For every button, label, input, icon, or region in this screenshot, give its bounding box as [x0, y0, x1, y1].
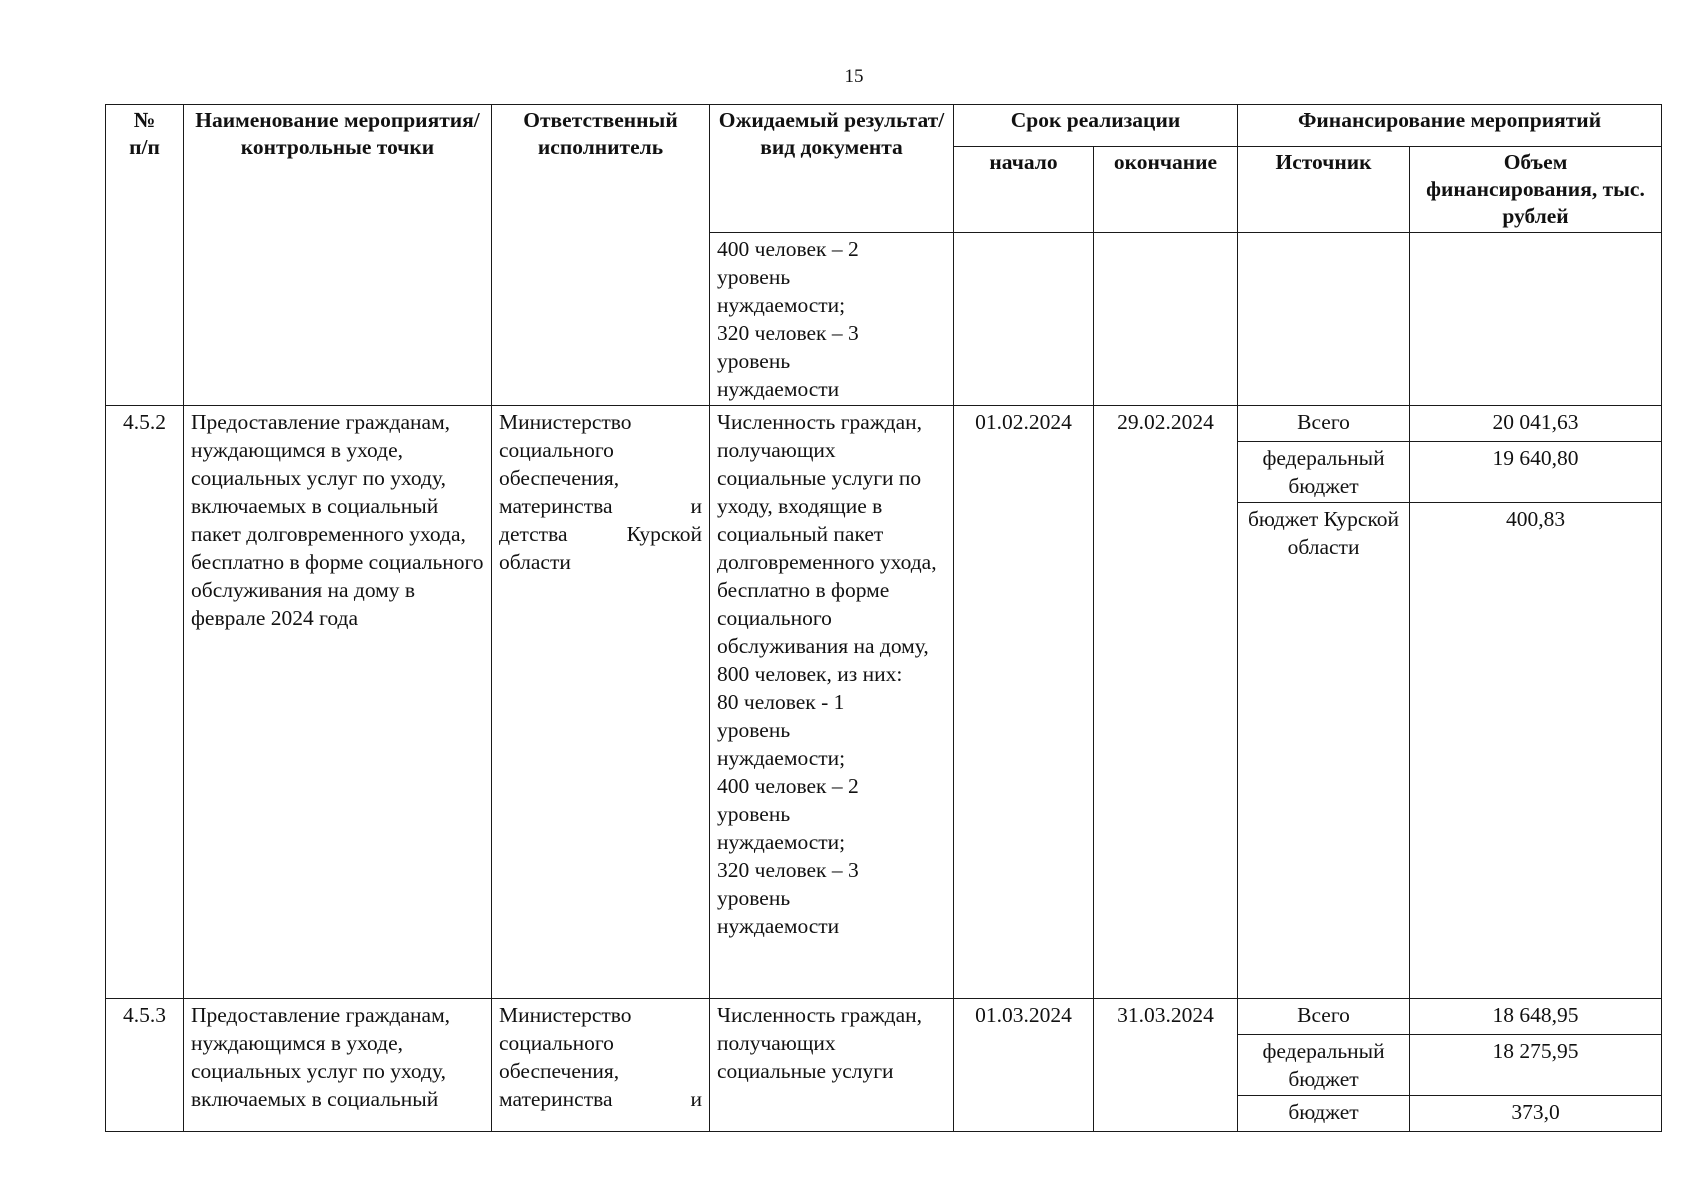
header-expected-result: Ожидаемый результат/вид документа: [710, 105, 954, 233]
activity-name: Предоставление гражданам, нуждающимся в уходе, социальных услуг по уходу, включаемых в социальный пакет долговременного ухода, бесплатно в форме социального обслуживания на дому в феврале 2024 года: [184, 406, 492, 999]
financing-source: Всего: [1238, 406, 1410, 442]
header-source: Источник: [1238, 147, 1410, 233]
continuation-end: [1094, 233, 1238, 406]
financing-source: федеральный бюджет: [1238, 1035, 1410, 1096]
header-term-start: начало: [954, 147, 1094, 233]
financing-amount: 18 648,95: [1410, 999, 1662, 1035]
financing-amount: 400,83: [1410, 503, 1662, 999]
financing-amount: 18 275,95: [1410, 1035, 1662, 1096]
continuation-start: [954, 233, 1094, 406]
financing-source: бюджет: [1238, 1096, 1410, 1132]
page-number: 15: [844, 66, 864, 87]
activities-table: [105, 104, 1662, 1132]
table-row: [106, 406, 1662, 442]
header-responsible: Ответственный исполнитель: [492, 105, 710, 406]
header-term-end: окончание: [1094, 147, 1238, 233]
table-row: [106, 999, 1662, 1035]
row-number: 4.5.2: [106, 406, 184, 999]
financing-source: Всего: [1238, 999, 1410, 1035]
financing-source: федеральный бюджет: [1238, 442, 1410, 503]
end-date: 31.03.2024: [1094, 999, 1238, 1132]
expected-result: Численность граждан, получающих социальные услуги: [710, 999, 954, 1132]
header-financing: Финансирование мероприятий: [1238, 105, 1662, 147]
row-number: 4.5.3: [106, 999, 184, 1132]
expected-result: Численность граждан, получающих социальные услуги по уходу, входящие в социальный пакет долговременного ухода, бесплатно в форме социального обслуживания на дому, 800 человек, из них: 80 человек - 1 уровень нуждаемости; 400 человек – 2 уровень нуждаемости; 320 человек – 3 уровень нуждаемости: [710, 406, 954, 999]
end-date: 29.02.2024: [1094, 406, 1238, 999]
continuation-source: [1238, 233, 1410, 406]
financing-amount: 19 640,80: [1410, 442, 1662, 503]
header-activity-name: Наименование мероприятия/контрольные точки: [184, 105, 492, 406]
activity-name: Предоставление гражданам, нуждающимся в уходе, социальных услуг по уходу, включаемых в социальный: [184, 999, 492, 1132]
header-implementation-term: Срок реализации: [954, 105, 1238, 147]
start-date: 01.02.2024: [954, 406, 1094, 999]
table-header-row: [106, 105, 1662, 147]
continuation-amount: [1410, 233, 1662, 406]
header-volume: Объем финансирования, тыс. рублей: [1410, 147, 1662, 233]
financing-amount: 373,0: [1410, 1096, 1662, 1132]
responsible-executor: Министерство социального обеспечения, материнства и: [492, 999, 710, 1132]
continuation-result: 400 человек – 2 уровень нуждаемости; 320 человек – 3 уровень нуждаемости: [710, 233, 954, 406]
header-number: № п/п: [106, 105, 184, 406]
responsible-executor: Министерство социального обеспечения, материнства и детства Курской области: [492, 406, 710, 999]
financing-source: бюджет Курской области: [1238, 503, 1410, 999]
financing-amount: 20 041,63: [1410, 406, 1662, 442]
start-date: 01.03.2024: [954, 999, 1094, 1132]
